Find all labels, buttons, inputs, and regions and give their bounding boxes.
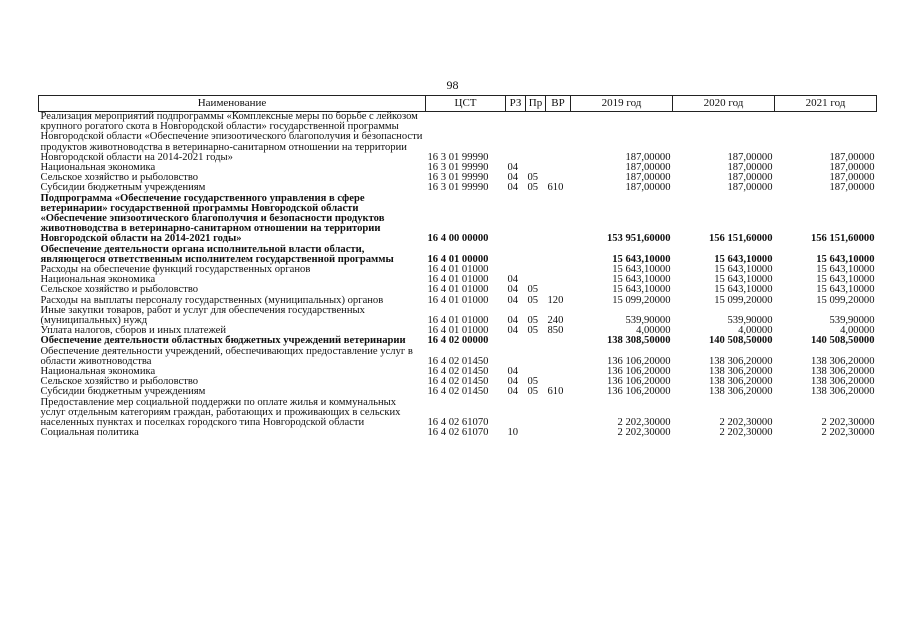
row-name: Расходы на выплаты персоналу государственных (муниципальных) органов xyxy=(40,294,384,306)
row-2020: 2 202,30000 xyxy=(719,417,773,429)
row-rz: 10 xyxy=(507,427,519,439)
row-vr xyxy=(546,194,571,245)
row-cst: 16 4 01 01000 xyxy=(427,294,489,306)
row-cst: 16 4 02 01450 xyxy=(427,366,489,378)
row-pr xyxy=(526,265,546,275)
row-vr xyxy=(546,398,571,429)
row-2019: 15 643,10000 xyxy=(612,284,671,296)
row-pr: 05 xyxy=(527,376,539,388)
row-2021: 4,00000 xyxy=(840,325,875,337)
row-rz: 04 xyxy=(507,386,519,398)
row-name: Уплата налогов, сборов и иных платежей xyxy=(40,325,227,337)
row-vr: 120 xyxy=(547,294,564,306)
row-2020: 15 643,10000 xyxy=(714,253,773,265)
table-row xyxy=(39,398,877,429)
row-rz xyxy=(506,245,526,265)
row-rz xyxy=(506,112,526,164)
row-2020: 15 099,20000 xyxy=(714,294,773,306)
row-2020: 138 306,20000 xyxy=(708,355,773,367)
row-cst: 16 4 02 01450 xyxy=(427,386,489,398)
row-2021: 187,00000 xyxy=(829,162,875,174)
row-2021: 156 151,60000 xyxy=(810,233,875,245)
row-2020: 15 643,10000 xyxy=(714,264,773,276)
header-rz: РЗ xyxy=(506,96,526,112)
row-rz xyxy=(506,194,526,245)
row-2020: 187,00000 xyxy=(727,182,773,194)
row-2021: 138 306,20000 xyxy=(810,376,875,388)
row-vr xyxy=(546,163,571,173)
row-cst: 16 4 02 61070 xyxy=(427,427,489,439)
row-2021: 15 643,10000 xyxy=(816,253,875,265)
row-2020: 539,90000 xyxy=(727,315,773,327)
row-name: Расходы на обеспечение функций государственных органов xyxy=(40,264,311,276)
row-rz xyxy=(506,336,526,346)
row-pr: 05 xyxy=(527,315,539,327)
row-2019: 136 106,20000 xyxy=(606,366,671,378)
row-2021: 15 643,10000 xyxy=(816,264,875,276)
row-2021: 140 508,50000 xyxy=(810,335,875,347)
header-pr: Пр xyxy=(526,96,546,112)
table-row xyxy=(39,194,877,245)
row-pr xyxy=(526,347,546,367)
row-rz: 04 xyxy=(507,162,519,174)
row-cst: 16 4 02 01450 xyxy=(427,376,489,388)
row-2019: 15 643,10000 xyxy=(612,274,671,286)
row-2019: 15 643,10000 xyxy=(612,253,671,265)
row-name: Обеспечение деятельности областных бюджетных учреждений ветеринарии xyxy=(40,335,406,347)
row-vr: 240 xyxy=(547,315,564,327)
row-2020: 2 202,30000 xyxy=(719,427,773,439)
row-name: Социальная политика xyxy=(40,427,139,439)
row-2019: 4,00000 xyxy=(636,325,671,337)
row-vr xyxy=(546,245,571,265)
row-pr xyxy=(526,112,546,164)
row-name: Иные закупки товаров, работ и услуг для обеспечения государственных (муниципальных) нужд xyxy=(40,304,365,327)
header-cst: ЦСТ xyxy=(426,96,506,112)
row-vr: 610 xyxy=(547,182,564,194)
row-rz: 04 xyxy=(507,274,519,286)
row-2019: 136 106,20000 xyxy=(606,355,671,367)
row-rz: 04 xyxy=(507,172,519,184)
budget-table xyxy=(38,95,877,439)
row-pr: 05 xyxy=(527,182,539,194)
row-pr: 05 xyxy=(527,386,539,398)
row-2020: 187,00000 xyxy=(727,151,773,163)
header-vr: ВР xyxy=(546,96,571,112)
row-rz: 04 xyxy=(507,284,519,296)
row-name: Обеспечение деятельности органа исполнительной власти области, являющегося ответственным исполнителем государственной программы xyxy=(40,243,394,265)
row-vr xyxy=(546,367,571,377)
row-2021: 15 099,20000 xyxy=(816,294,875,306)
row-2020: 187,00000 xyxy=(727,172,773,184)
row-vr xyxy=(546,265,571,275)
row-2020: 140 508,50000 xyxy=(708,335,773,347)
row-cst: 16 4 01 00000 xyxy=(427,253,489,265)
row-2019: 15 099,20000 xyxy=(612,294,671,306)
row-2021: 539,90000 xyxy=(829,315,875,327)
row-2021: 2 202,30000 xyxy=(821,427,875,439)
row-vr xyxy=(546,336,571,346)
row-vr: 610 xyxy=(547,386,564,398)
row-cst: 16 4 01 01000 xyxy=(427,284,489,296)
row-rz: 04 xyxy=(507,182,519,194)
row-name: Национальная экономика xyxy=(40,162,156,174)
row-rz: 04 xyxy=(507,376,519,388)
header-2021: 2021 год xyxy=(775,96,877,112)
row-name: Национальная экономика xyxy=(40,274,156,286)
row-pr xyxy=(526,428,546,438)
header-name: Наименование xyxy=(39,96,426,112)
row-name: Субсидии бюджетным учреждениям xyxy=(40,386,206,398)
row-2019: 153 951,60000 xyxy=(606,233,671,245)
row-2019: 15 643,10000 xyxy=(612,264,671,276)
row-name: Реализация мероприятий подпрограммы «Комплексные меры по борьбе с лейкозом крупного рогатого скота в Новгородской области» государственной программы Новгородской области «Обеспечение эпизоотического благополучия и безопасности продуктов животноводства в ветеринарно-санитарном отношении на территории Новгородской области на 2014-2021 годы» xyxy=(40,111,423,163)
table-header-row xyxy=(39,96,877,112)
row-name: Предоставление мер социальной поддержки по оплате жилья и коммунальных услуг отдельным категориям граждан, работающих и проживающих в сельских населенных пунктах и поселках городского типа Новгородской области xyxy=(40,396,401,429)
row-2021: 138 306,20000 xyxy=(810,355,875,367)
row-2021: 2 202,30000 xyxy=(821,417,875,429)
row-2021: 138 306,20000 xyxy=(810,386,875,398)
row-2019: 187,00000 xyxy=(625,162,671,174)
row-vr xyxy=(546,112,571,164)
row-rz: 04 xyxy=(507,294,519,306)
row-2020: 138 306,20000 xyxy=(708,366,773,378)
header-2020: 2020 год xyxy=(673,96,775,112)
row-2020: 4,00000 xyxy=(738,325,773,337)
row-cst: 16 4 01 01000 xyxy=(427,325,489,337)
row-vr xyxy=(546,275,571,285)
row-rz: 04 xyxy=(507,315,519,327)
row-pr: 05 xyxy=(527,284,539,296)
row-cst: 16 4 02 01450 xyxy=(427,355,489,367)
row-2020: 138 306,20000 xyxy=(708,386,773,398)
row-name: Сельское хозяйство и рыболовство xyxy=(40,376,199,388)
row-2020: 138 306,20000 xyxy=(708,376,773,388)
row-2021: 15 643,10000 xyxy=(816,284,875,296)
row-2019: 138 308,50000 xyxy=(606,335,671,347)
table-row xyxy=(39,112,877,164)
row-2019: 187,00000 xyxy=(625,151,671,163)
row-name: Национальная экономика xyxy=(40,366,156,378)
row-pr: 05 xyxy=(527,294,539,306)
row-name: Подпрограмма «Обеспечение государственного управления в сфере ветеринарии» государственной программы Новгородской области «Обеспечение эпизоотического благополучия и безопасности продуктов животноводства в ветеринарно-санитарном отношении на территории Новгородской области на 2014-2021 годы» xyxy=(40,192,385,245)
page-number: 98 xyxy=(446,78,459,92)
row-cst: 16 3 01 99990 xyxy=(427,172,489,184)
row-pr: 05 xyxy=(527,325,539,337)
row-pr: 05 xyxy=(527,172,539,184)
row-rz xyxy=(506,347,526,367)
row-pr xyxy=(526,398,546,429)
row-2020: 15 643,10000 xyxy=(714,284,773,296)
row-cst: 16 3 01 99990 xyxy=(427,182,489,194)
row-cst: 16 3 01 99990 xyxy=(427,151,489,163)
row-pr xyxy=(526,245,546,265)
row-cst: 16 4 02 61070 xyxy=(427,417,489,429)
row-2020: 156 151,60000 xyxy=(708,233,773,245)
header-2019: 2019 год xyxy=(571,96,673,112)
row-pr xyxy=(526,194,546,245)
row-vr xyxy=(546,347,571,367)
row-cst: 16 4 02 00000 xyxy=(427,335,489,347)
row-cst: 16 4 01 01000 xyxy=(427,315,489,327)
row-rz: 04 xyxy=(507,366,519,378)
row-vr: 850 xyxy=(547,325,564,337)
row-2019: 187,00000 xyxy=(625,172,671,184)
table-row xyxy=(39,347,877,367)
row-rz: 04 xyxy=(507,325,519,337)
table-body xyxy=(39,112,877,439)
table-row xyxy=(39,306,877,326)
row-2021: 138 306,20000 xyxy=(810,366,875,378)
row-2019: 2 202,30000 xyxy=(617,427,671,439)
table-row xyxy=(39,428,877,438)
row-vr xyxy=(546,428,571,438)
row-2021: 187,00000 xyxy=(829,172,875,184)
row-2021: 187,00000 xyxy=(829,151,875,163)
row-2021: 15 643,10000 xyxy=(816,274,875,286)
row-2019: 539,90000 xyxy=(625,315,671,327)
row-2020: 15 643,10000 xyxy=(714,274,773,286)
row-pr xyxy=(526,336,546,346)
row-2019: 2 202,30000 xyxy=(617,417,671,429)
row-cst: 16 4 01 01000 xyxy=(427,274,489,286)
row-rz xyxy=(506,398,526,429)
table-row xyxy=(39,245,877,265)
row-cst: 16 4 01 01000 xyxy=(427,264,489,276)
row-name: Субсидии бюджетным учреждениям xyxy=(40,182,206,194)
row-name: Сельское хозяйство и рыболовство xyxy=(40,172,199,184)
row-2019: 187,00000 xyxy=(625,182,671,194)
row-name: Обеспечение деятельности учреждений, обеспечивающих предоставление услуг в области животноводства xyxy=(40,345,413,367)
row-name: Сельское хозяйство и рыболовство xyxy=(40,284,199,296)
row-2019: 136 106,20000 xyxy=(606,386,671,398)
row-cst: 16 3 01 99990 xyxy=(427,162,489,174)
row-2021: 187,00000 xyxy=(829,182,875,194)
row-2019: 136 106,20000 xyxy=(606,376,671,388)
row-cst: 16 4 00 00000 xyxy=(427,233,489,245)
row-2020: 187,00000 xyxy=(727,162,773,174)
